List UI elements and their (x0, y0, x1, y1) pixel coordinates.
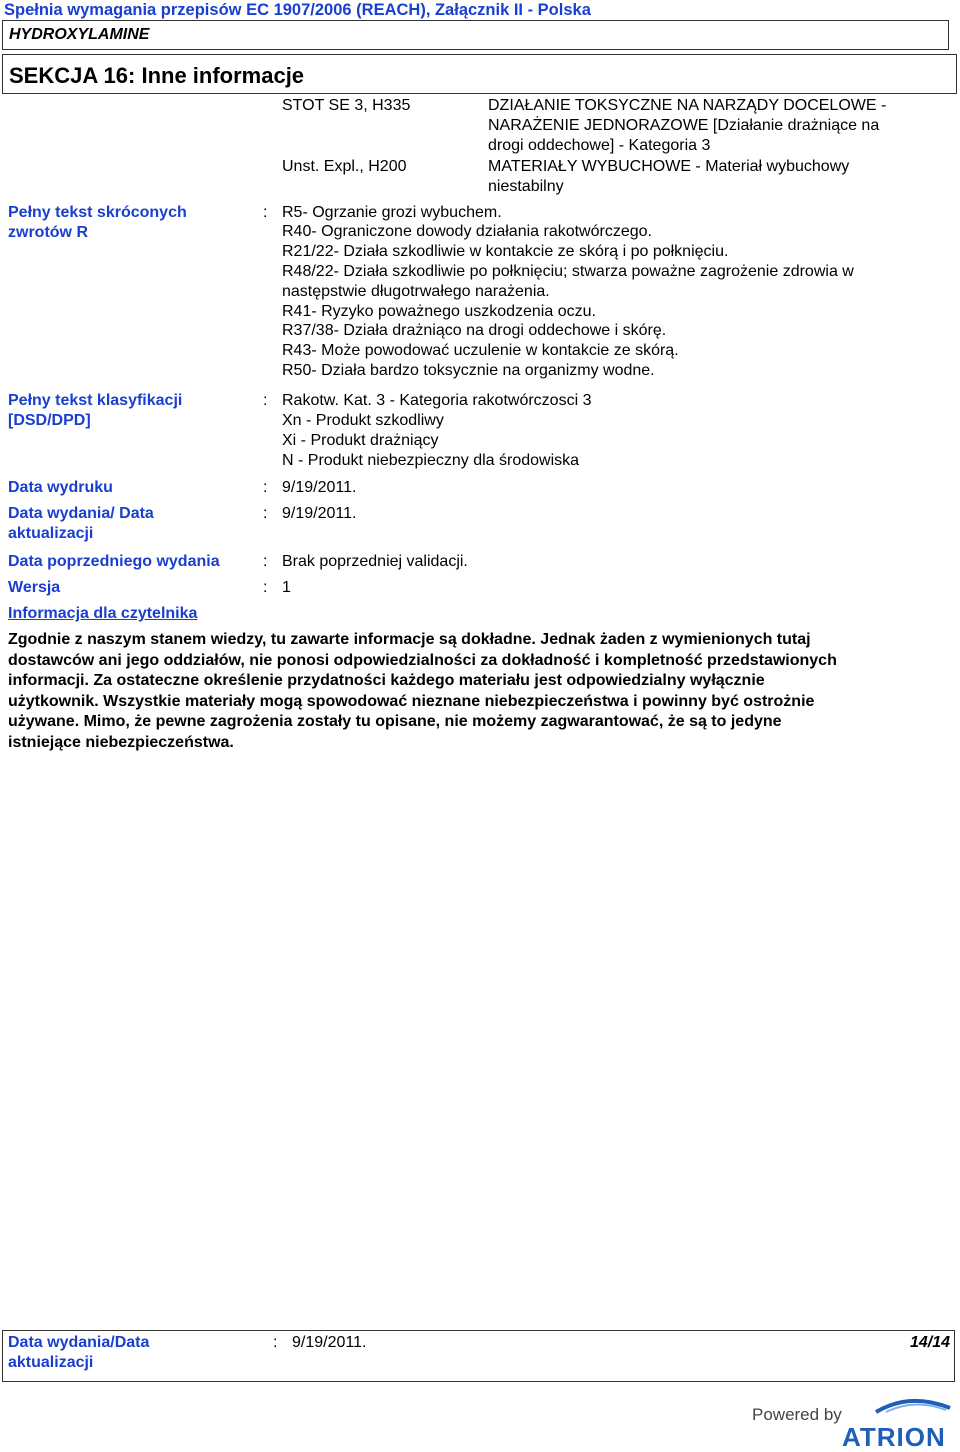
version-value: 1 (282, 579, 291, 596)
print-date-value: 9/19/2011. (282, 479, 357, 496)
colon: : (263, 579, 268, 596)
r-phrases-label-1: Pełny tekst skróconych (8, 204, 187, 221)
colon: : (263, 392, 268, 409)
footer-date-label (8, 1333, 149, 1373)
r-phrase-item: R41- Ryzyko poważnego uszkodzenia oczu. (282, 303, 596, 320)
colon: : (263, 204, 268, 221)
r-phrase-item: R50- Działa bardzo toksycznie na organizmy wodne. (282, 362, 655, 379)
disclaimer-line: użytkownik. Wszystkie materiały mogą spowodować nieznane niebezpieczeństwa i powinny być ostrożnie (8, 692, 815, 710)
powered-by-text: Powered by (752, 1405, 842, 1424)
dsd-label-1: Pełny tekst klasyfikacji (8, 392, 183, 409)
version-label: Wersja (8, 579, 61, 596)
r-phrase-item: R48/22- Działa szkodliwie po połknięciu; stwarza poważne zagrożenie zdrowia w (282, 263, 854, 280)
class-desc-stot-1: DZIAŁANIE TOKSYCZNE NA NARZĄDY DOCELOWE - (488, 97, 887, 114)
r-phrases-label-2: zwrotów R (8, 224, 88, 241)
issue-date-label-1: Data wydania/ Data (8, 505, 154, 522)
section-title: SEKCJA 16: Inne informacje (9, 63, 305, 88)
print-date-label: Data wydruku (8, 479, 113, 496)
footer-date-label-1: Data wydania/Data (8, 1334, 150, 1351)
previous-issue-value: Brak poprzedniej validacji. (282, 553, 468, 570)
colon: : (263, 479, 268, 496)
footer-date-label-2: aktualizacji (8, 1354, 94, 1371)
section-header-box (2, 54, 957, 94)
regulation-title: Spełnia wymagania przepisów EC 1907/2006 (REACH), Załącznik II - Polska (4, 1, 591, 19)
atrion-logo (750, 1390, 960, 1448)
dsd-item: Xi - Produkt drażniący (282, 432, 439, 449)
dsd-label-2: [DSD/DPD] (8, 412, 91, 429)
r-phrase-item: R37/38- Działa drażniąco na drogi oddechowe i skórę. (282, 322, 667, 339)
footer-date-value: 9/19/2011. (292, 1334, 367, 1351)
class-code-stot: STOT SE 3, H335 (282, 97, 411, 114)
class-desc-unst-1: MATERIAŁY WYBUCHOWE - Materiał wybuchowy (488, 158, 850, 175)
disclaimer-line: dostawców ani jego oddziałów, nie ponosi odpowiedzialności za dokładność i kompletność przedstawionych (8, 651, 837, 669)
r-phrase-item: R5- Ogrzanie grozi wybuchem. (282, 204, 502, 221)
class-desc-unst-2: niestabilny (488, 178, 564, 195)
issue-date-label-2: aktualizacji (8, 525, 94, 542)
colon: : (273, 1334, 278, 1351)
disclaimer-line: informacji. Za ostateczne określenie przydatności każdego materiału jest odpowiedzialny wyłącznie (8, 672, 765, 689)
dsd-item: N - Produkt niebezpieczny dla środowiska (282, 452, 580, 469)
class-desc-stot-3: drogi oddechowe] - Kategoria 3 (488, 137, 711, 154)
page-number: 14/14 (909, 1334, 950, 1351)
previous-issue-label: Data poprzedniego wydania (8, 553, 220, 570)
brand-text: ATRION (842, 1422, 946, 1448)
issue-date-value: 9/19/2011. (282, 505, 357, 522)
colon: : (263, 505, 268, 522)
disclaimer-line: istniejące niebezpieczeństwa. (8, 733, 234, 751)
disclaimer-line: używane. Mimo, że pewne zagrożenia zostały tu opisane, nie możemy zagwarantować, że są to jedyne (8, 713, 782, 730)
substance-header-box (2, 20, 949, 50)
disclaimer (8, 630, 943, 753)
substance-name: HYDROXYLAMINE (9, 26, 150, 43)
r-phrase-item: R40- Ograniczone dowody działania rakotwórczego. (282, 223, 652, 240)
dsd-item: Rakotw. Kat. 3 - Kategoria rakotwórczosci 3 (282, 392, 592, 409)
r-phrase-item: R43- Może powodować uczulenie w kontakcie ze skórą. (282, 342, 679, 359)
logo-swoosh-icon (876, 1401, 950, 1412)
reader-info-label: Informacja dla czytelnika (8, 605, 198, 622)
disclaimer-line: Zgodnie z naszym stanem wiedzy, tu zawarte informacje są dokładne. Jednak żaden z wymienionych tutaj (8, 631, 811, 648)
class-code-unst: Unst. Expl., H200 (282, 158, 407, 175)
dsd-item: Xn - Produkt szkodliwy (282, 412, 444, 429)
colon: : (263, 553, 268, 570)
r-phrase-item: R21/22- Działa szkodliwie w kontakcie ze skórą i po połknięciu. (282, 243, 729, 260)
r-phrase-item: następstwie długotrwałego narażenia. (282, 283, 550, 300)
class-desc-stot-2: NARAŻENIE JEDNORAZOWE [Działanie drażniące na (488, 117, 880, 134)
